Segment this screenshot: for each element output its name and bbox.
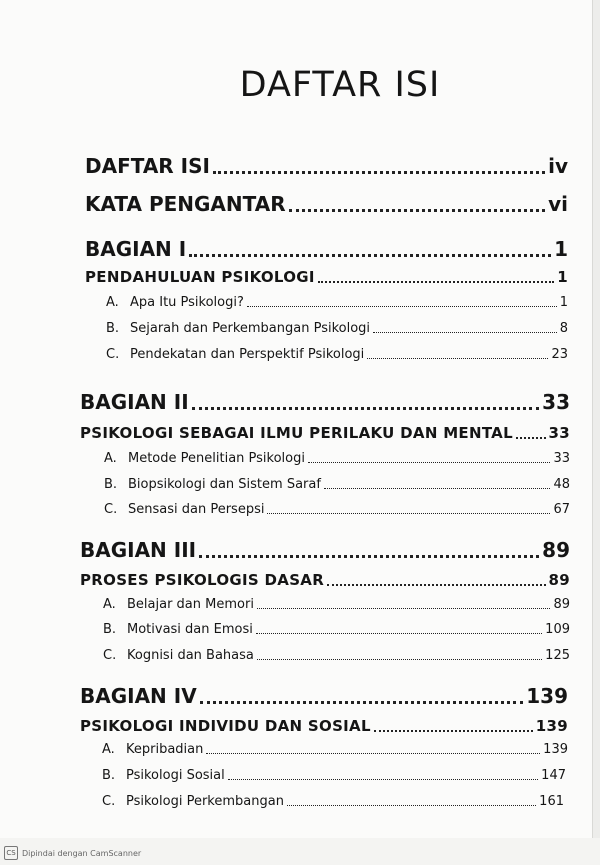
- dot-leader: [200, 701, 524, 704]
- toc-entry-page: vi: [548, 192, 568, 216]
- toc-entry-sensasi-dan-persepsi[interactable]: [104, 502, 570, 517]
- toc-entry-bagian-i[interactable]: [85, 237, 568, 261]
- toc-entry-letter: C.: [106, 347, 120, 362]
- toc-entry-biopsikologi[interactable]: [104, 477, 570, 492]
- toc-entry-psikologi-individu-dan-sosial[interactable]: [80, 717, 568, 735]
- dot-leader: [192, 407, 540, 410]
- dot-leader: [257, 608, 551, 609]
- toc-entry-letter: C.: [102, 794, 116, 809]
- dot-leader: [324, 488, 551, 489]
- dot-leader: [228, 779, 538, 780]
- toc-entry-bagian-iii[interactable]: [80, 538, 570, 562]
- toc-entry-page: 1: [554, 237, 568, 261]
- toc-entry-page: 33: [542, 390, 570, 414]
- toc-entry-pendekatan-dan-perspektif[interactable]: [106, 347, 568, 362]
- toc-entry-motivasi-dan-emosi[interactable]: [103, 622, 570, 637]
- dot-leader: [287, 805, 536, 806]
- dot-leader: [256, 633, 542, 634]
- toc-entry-proses-psikologis-dasar[interactable]: [80, 571, 570, 589]
- toc-entry-letter: B.: [102, 768, 116, 783]
- dot-leader: [308, 462, 550, 463]
- toc-entry-label: BAGIAN II: [80, 390, 189, 414]
- toc-entry-label: Pendekatan dan Perspektif Psikologi: [130, 347, 365, 362]
- toc-entry-label: PENDAHULUAN PSIKOLOGI: [85, 268, 315, 286]
- dot-leader: [374, 730, 533, 732]
- dot-leader: [327, 584, 545, 586]
- toc-entry-page: 161: [539, 794, 564, 809]
- toc-entry-page: 89: [553, 597, 570, 612]
- dot-leader: [257, 659, 542, 660]
- dot-leader: [318, 281, 554, 283]
- dot-leader: [289, 209, 545, 212]
- toc-entry-label: Sejarah dan Perkembangan Psikologi: [130, 321, 371, 336]
- toc-entry-letter: B.: [104, 477, 118, 492]
- toc-entry-label: BAGIAN III: [80, 538, 197, 562]
- dot-leader: [267, 513, 550, 514]
- toc-entry-page: iv: [548, 154, 568, 178]
- toc-entry-page: 139: [543, 742, 568, 757]
- toc-entry-page: 147: [541, 768, 566, 783]
- dot-leader: [199, 555, 539, 558]
- toc-entry-label: Apa Itu Psikologi?: [130, 295, 244, 310]
- toc-entry-label: Sensasi dan Persepsi: [128, 502, 265, 517]
- toc-entry-page: 33: [553, 451, 570, 466]
- toc-entry-page: 89: [542, 538, 570, 562]
- toc-entry-page: 139: [535, 717, 568, 735]
- toc-entry-page: 33: [548, 424, 570, 442]
- toc-entry-kata-pengantar[interactable]: [85, 192, 568, 216]
- toc-entry-belajar-dan-memori[interactable]: [103, 597, 570, 612]
- toc-entry-letter: C.: [104, 502, 118, 517]
- scanner-footer: [4, 846, 141, 860]
- toc-entry-page: 109: [545, 622, 570, 637]
- toc-entry-kognisi-dan-bahasa[interactable]: [103, 648, 570, 663]
- toc-entry-psikologi-sosial[interactable]: [102, 768, 566, 783]
- toc-entry-label: KATA PENGANTAR: [85, 192, 286, 216]
- toc-entry-page: 1: [559, 295, 568, 310]
- toc-entry-letter: B.: [106, 321, 120, 336]
- toc-entry-label: Kognisi dan Bahasa: [127, 648, 254, 663]
- toc-entry-metode-penelitian[interactable]: [104, 451, 570, 466]
- dot-leader: [516, 437, 546, 439]
- toc-entry-psikologi-sebagai-ilmu[interactable]: [80, 424, 570, 442]
- toc-entry-label: PROSES PSIKOLOGIS DASAR: [80, 571, 325, 589]
- dot-leader: [213, 171, 545, 174]
- toc-entry-letter: B.: [103, 622, 117, 637]
- toc-entry-page: 48: [553, 477, 570, 492]
- toc-entry-bagian-iv[interactable]: [80, 684, 568, 708]
- toc-entry-bagian-ii[interactable]: [80, 390, 570, 414]
- toc-entry-label: Psikologi Perkembangan: [126, 794, 284, 809]
- camscanner-logo-icon: CS: [4, 846, 18, 860]
- toc-entry-letter: A.: [104, 451, 117, 466]
- toc-entry-label: Motivasi dan Emosi: [127, 622, 253, 637]
- scanner-footer-text: Dipindai dengan CamScanner: [22, 848, 142, 858]
- dot-leader: [247, 306, 557, 307]
- toc-entry-letter: A.: [103, 597, 116, 612]
- toc-entry-label: Kepribadian: [126, 742, 204, 757]
- toc-entry-page: 1: [557, 268, 568, 286]
- toc-entry-apa-itu-psikologi[interactable]: [106, 295, 568, 310]
- toc-entry-psikologi-perkembangan[interactable]: [102, 794, 564, 809]
- toc-entry-label: DAFTAR ISI: [85, 154, 210, 178]
- toc-entry-kepribadian[interactable]: [102, 742, 568, 757]
- toc-entry-daftar-isi[interactable]: [85, 154, 568, 178]
- toc-entry-label: PSIKOLOGI SEBAGAI ILMU PERILAKU DAN MENTAL: [80, 424, 513, 442]
- toc-entry-letter: A.: [102, 742, 115, 757]
- toc-entry-label: BAGIAN IV: [80, 684, 197, 708]
- toc-entry-label: Biopsikologi dan Sistem Saraf: [128, 477, 321, 492]
- dot-leader: [206, 753, 540, 754]
- toc-entry-label: Metode Penelitian Psikologi: [128, 451, 305, 466]
- toc-entry-sejarah-dan-perkembangan[interactable]: [106, 321, 568, 336]
- toc-entry-page: 67: [553, 502, 570, 517]
- toc-entry-page: 139: [526, 684, 568, 708]
- toc-entry-label: Belajar dan Memori: [127, 597, 254, 612]
- toc-entry-label: PSIKOLOGI INDIVIDU DAN SOSIAL: [80, 717, 371, 735]
- toc-entry-label: BAGIAN I: [85, 237, 187, 261]
- page-title: DAFTAR ISI: [239, 65, 441, 106]
- toc-entry-page: 8: [559, 321, 568, 336]
- toc-entry-page: 89: [548, 571, 570, 589]
- toc-entry-label: Psikologi Sosial: [126, 768, 225, 783]
- dot-leader: [367, 358, 548, 359]
- toc-entry-page: 23: [551, 347, 568, 362]
- dot-leader: [373, 332, 557, 333]
- toc-entry-letter: A.: [106, 295, 119, 310]
- toc-entry-pendahuluan-psikologi[interactable]: [85, 268, 568, 286]
- toc-entry-letter: C.: [103, 648, 117, 663]
- toc-entry-page: 125: [545, 648, 570, 663]
- dot-leader: [189, 254, 551, 257]
